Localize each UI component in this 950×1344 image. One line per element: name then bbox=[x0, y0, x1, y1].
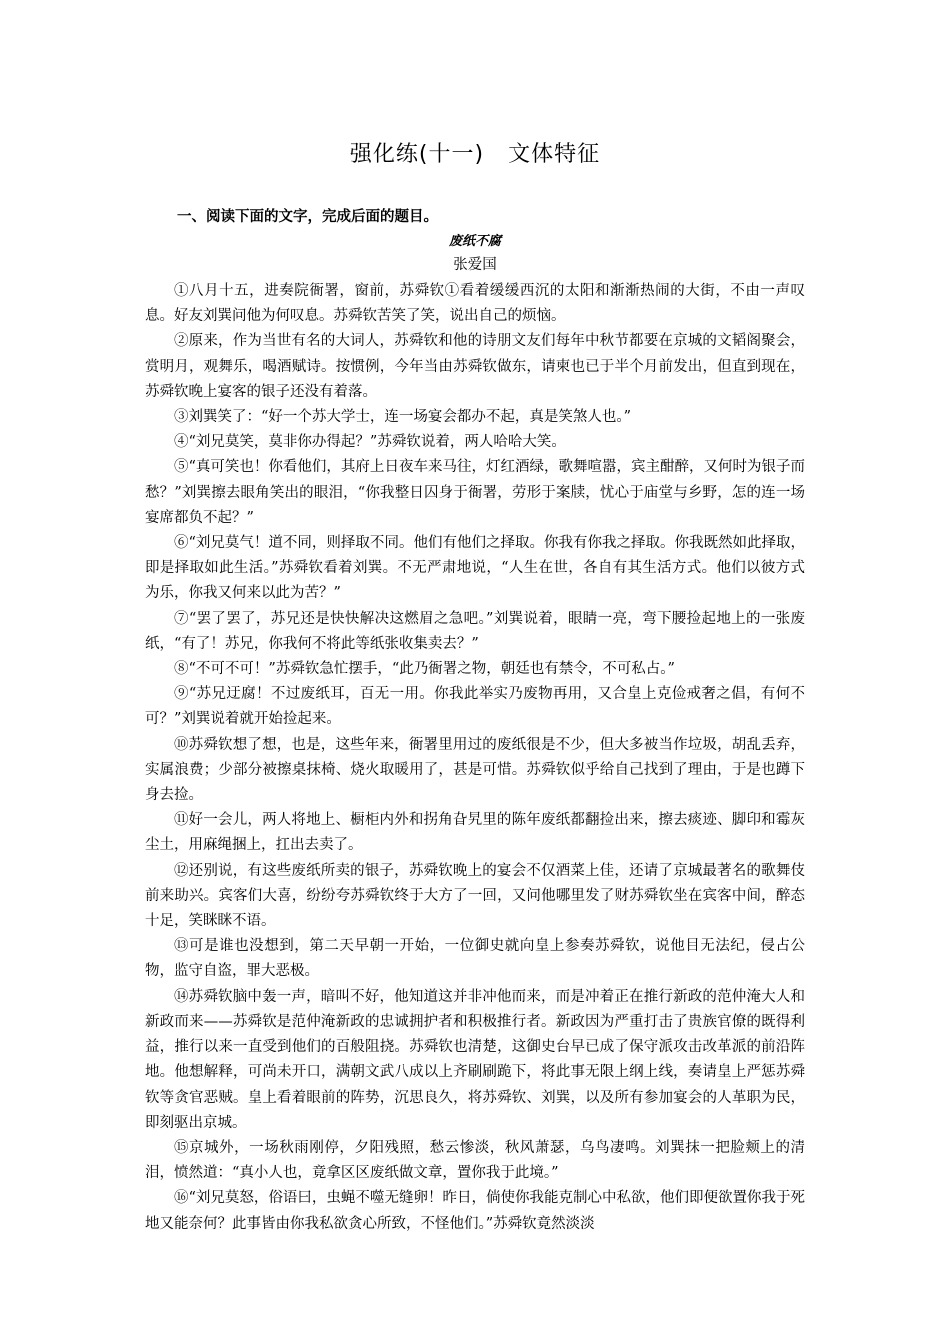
story-title: 废纸不腐 bbox=[448, 234, 501, 249]
paragraph: ⑯“刘兄莫怒，俗语曰，虫蝇不噬无缝卵！昨日，倘使你我能克制心中私欲，他们即便欲置你我于死地又能奈何？此事皆由你我私欲贪心所致，不怪他们。”苏舜钦竟然淡淡 bbox=[145, 1190, 805, 1232]
paragraph: ⑫还别说，有这些废纸所卖的银子，苏舜钦晚上的宴会不仅酒菜上佳，还请了京城最著名的歌舞伎前来助兴。宾客们大喜，纷纷夸苏舜钦终于大方了一回，又问他哪里发了财苏舜钦坐在宾客中间，醉态十足，笑眯眯不语。 bbox=[145, 862, 805, 930]
story-author: 张爱国 bbox=[453, 257, 497, 273]
paragraph: ⑧“不可不可！”苏舜钦急忙摆手，“此乃衙署之物，朝廷也有禁令，不可私占。” bbox=[174, 661, 675, 678]
page-title bbox=[0, 137, 950, 168]
paragraph: ①八月十五，进奏院衙署，窗前，苏舜钦①看着缓缓西沉的太阳和渐渐热闹的大街，不由一声叹息。好友刘巽问他为何叹息。苏舜钦苦笑了笑，说出自己的烦恼。 bbox=[145, 283, 805, 325]
paragraph: ⑤“真可笑也！你看他们，其府上日夜车来马往，灯红酒绿，歌舞喧嚣，宾主酣醉，又何时为银子而愁？”刘巽擦去眼角笑出的眼泪，“你我整日囚身于衙署，劳形于案牍，忧心于庙堂与乡野，怎的连一场宴席都负不起？” bbox=[145, 459, 805, 526]
paragraph: ⑦“罢了罢了，苏兄还是快快解决这燃眉之急吧。”刘巽说着，眼睛一亮，弯下腰捡起地上的一张废纸，“有了！苏兄，你我何不将此等纸张收集卖去？” bbox=[145, 610, 805, 652]
paragraph: ⑥“刘兄莫气！道不同，则择取不同。他们有他们之择取。你我有你我之择取。你我既然如此择取，即是择取如此生活。”苏舜钦看着刘巽。不无严肃地说，“人生在世，各自有其生活方式。他们以彼方式为乐，你我又何来以此为苦？” bbox=[145, 535, 805, 602]
paragraph: ⑮京城外，一场秋雨刚停，夕阳残照，愁云惨淡，秋风萧瑟，乌鸟凄鸣。刘巽抹一把脸颊上的清泪，愤然道：“真小人也，竟拿区区废纸做文章，置你我于此境。” bbox=[145, 1139, 805, 1182]
paragraph: ⑭苏舜钦脑中轰一声，暗叫不好，他知道这并非冲他而来，而是冲着正在推行新政的范仲淹大人和新政而来——苏舜钦是范仲淹新政的忠诚拥护者和积极推行者。新政因为严重打击了贵族官僚的既得利益，推行以来一直受到他们的百般阻挠。苏舜钦也清楚，这御史台早已成了保守派攻击改革派的前沿阵地。他想解释，可尚未开口，满朝文武八成以上齐刷刷跪下，将此事无限上纲上线，奏请皇上严惩苏舜钦等贪官恶贼。皇上看着眼前的阵势，沉思良久，将苏舜钦、刘巽，以及所有参加宴会的人革职为民，即刻驱出京城。 bbox=[145, 988, 805, 1131]
paragraph: ④“刘兄莫笑，莫非你办得起？”苏舜钦说着，两人哈哈大笑。 bbox=[174, 434, 566, 451]
paragraph: ⑩苏舜钦想了想，也是，这些年来，衙署里用过的废纸很是不少，但大多被当作垃圾，胡乱丢弃，实属浪费；少部分被擦桌抹椅、烧火取暖用了，甚是可惜。苏舜钦似乎给自己找到了理由，于是也蹲下身去捡。 bbox=[145, 736, 805, 804]
paragraph: ⑨“苏兄迂腐！不过废纸耳，百无一用。你我此举实乃废物再用，又合皇上克俭戒奢之倡，有何不可？”刘巽说着就开始捡起来。 bbox=[145, 686, 805, 728]
paragraph: ②原来，作为当世有名的大词人，苏舜钦和他的诗朋文友们每年中秋节都要在京城的文韬阁聚会，赏明月，观舞乐，喝酒赋诗。按惯例，今年当由苏舜钦做东，请柬也已于半个月前发出，但直到现在，苏舜钦晚上宴客的银子还没有着落。 bbox=[145, 333, 805, 400]
paragraph: ⑪好一会儿，两人将地上、橱柜内外和拐角旮旯里的陈年废纸都翻捡出来，擦去痰迹、脚印和霉灰尘土，用麻绳捆上，扛出去卖了。 bbox=[145, 812, 805, 854]
story-body bbox=[145, 279, 805, 1237]
paragraph: ⑬可是谁也没想到，第二天早朝一开始，一位御史就向皇上参奏苏舜钦，说他目无法纪，侵占公物，监守自盗，罪大恶极。 bbox=[145, 938, 805, 980]
page-title-sub: 文体特征 bbox=[508, 142, 601, 167]
paragraph: ③刘巽笑了：“好一个苏大学士，连一场宴会都办不起，真是笑煞人也。” bbox=[174, 409, 632, 426]
page-title-main: 强化练(十一) bbox=[349, 142, 485, 167]
section-heading: 一、阅读下面的文字，完成后面的题目。 bbox=[177, 209, 438, 225]
